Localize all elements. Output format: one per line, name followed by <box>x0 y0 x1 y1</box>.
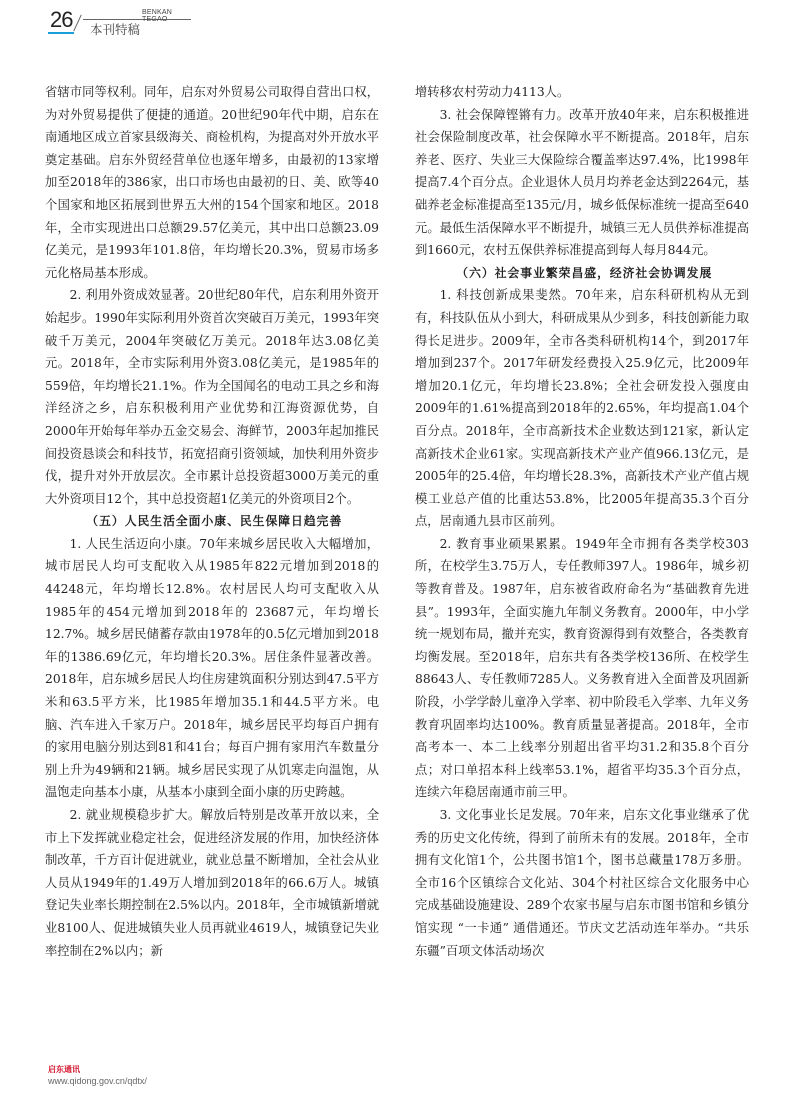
paragraph: 2. 利用外资成效显著。20世纪80年代，启东利用外资开始起步。1990年实际利用外资首次突破百万美元，1993年突破千万美元，2004年突破亿万美元。2018年达3.08亿美元。2018年，全市实际利用外资3.08亿美元，是1985年的559倍，年均增长21.1%。作为全国闻名的电动工具之乡和海洋经济之乡，启东积极利用产业优势和江海资源优势，自2000年开始每年举办五金交易会、海鲜节，2003年起加推民间投资恳谈会和科技节，拓宽招商引资领域，加快利用外资步伐，提升对外开放层次。全市累计总投资超3000万美元的重大外资项目12个，其中总投资超1亿美元的外资项目2个。 <box>45 288 379 506</box>
paragraph: 3. 文化事业长足发展。70年来，启东文化事业继承了优秀的历史文化传统，得到了前所未有的发展。2018年，全市拥有文化馆1个，公共图书馆1个，图书总藏量178万多册。全市16个区镇综合文化站、304个村社区综合文化服务中心完成基础设施建设、289个农家书屋与启东市图书馆和乡镇分馆实现 “一卡通” 通借通还。节庆文艺活动连年举办。“共乐东疆”百项文体活动场次 <box>415 808 749 958</box>
column-pinyin: BENKAN TEGAO <box>142 9 172 23</box>
section-heading: （六）社会事业繁荣昌盛，经济社会协调发展 <box>456 265 713 280</box>
paragraph: 1. 科技创新成果斐然。70年来，启东科研机构从无到有，科技队伍从小到大，科研成果从少到多，科技创新能力取得长足进步。2009年，全市各类科研机构14个，到2017年增加到237个。2017年研发经费投入25.9亿元，比2009年增加20.1亿元，年均增长23.8%；全社会研发投入强度由2009年的1.61%提高到2018年的2.65%，年均提高1.04个百分点。2018年，全市高新技术企业数达到121家，新认定高新技术企业61家。实现高新技术产业产值966.13亿元，是2005年的25.4倍，年均增长28.3%，高新技术产业产值占规模工业总产值的比重达53.8%，比2005年提高35.3个百分点，居南通九县市区前列。 <box>415 288 749 529</box>
page-number: 26 <box>50 7 73 32</box>
column-title: 本刊特稿 <box>90 22 141 37</box>
paragraph: 1. 人民生活迈向小康。70年来城乡居民收入大幅增加，城市居民人均可支配收入从1985年822元增加到2018的44248元，年均增长12.8%。农村居民人均可支配收入从1985年的454元增加到2018年的 23687元，年均增长12.7%。城乡居民储蓄存款由1978年的0.5亿元增加到2018年的1386.69亿元，年均增长20.3%。居住条件显著改善。2018年，启东城乡居民人均住房建筑面积分别达到47.5平方米和63.5平方米，比1985年增加35.1和44.5平方米。电脑、汽车进入千家万户。2018年，城乡居民平均每百户拥有的家用电脑分别达到81和41台；每百户拥有家用汽车数量分别上升为49辆和21辆。城乡居民实现了从饥寒走向温饱，从温饱走向基本小康，从基本小康到全面小康的历史跨越。 <box>45 536 379 800</box>
footer-url-link[interactable]: www.qidong.gov.cn/qdtx/ <box>48 1076 147 1086</box>
header-slash-divider <box>73 15 82 32</box>
right-column <box>415 81 749 962</box>
page-header <box>46 6 196 37</box>
footer-brand: 启东通讯 <box>48 1065 80 1074</box>
paragraph: 省辖市同等权利。同年，启东对外贸易公司取得自营出口权，为对外贸易提供了便捷的通道。20世纪90年代中期，启东在南通地区成立首家县级海关、商检机构，为提高对外开放水平奠定基础。启东外贸经营单位也逐年增多，由最初的13家增加至2018年的386家，出口市场也由最初的日、美、欧等40个国家和地区拓展到世界五大州的154个国家和地区。2018年，全市实现进出口总额29.57亿美元，其中出口总额23.09亿美元，是1993年101.8倍，年均增长20.3%，贸易市场多元化格局基本形成。 <box>45 85 379 280</box>
paragraph: 3. 社会保障铿锵有力。改革开放40年来，启东积极推进社会保险制度改革，社会保障水平不断提高。2018年，启东养老、医疗、失业三大保险综合覆盖率达97.4%，比1998年提高7.4个百分点。企业退休人员月均养老金达到2264元，基础养老金标准提高至135元/月，城乡低保标准统一提高至640元。最低生活保障水平不断提升，城镇三无人员供养标准提高到1660元，农村五保供养标准提高到每人每月844元。 <box>415 107 749 258</box>
section-heading: （五）人民生活全面小康、民生保障日趋完善 <box>86 514 343 529</box>
paragraph: 2. 就业规模稳步扩大。解放后特别是改革开放以来，全市上下发挥就业稳定社会，促进经济发展的作用，加快经济体制改革，千方百计促进就业，就业总量不断增加，全社会从业人员从1949年的1.49万人增加到2018年的66.6万人。城镇登记失业率长期控制在2.5%以内。2018年，全市城镇新增就业8100人、促进城镇失业人员再就业4619人，城镇登记失业率控制在2%以内；新 <box>45 808 379 958</box>
page-footer <box>48 1064 147 1087</box>
paragraph: 增转移农村劳动力4113人。 <box>415 85 570 99</box>
paragraph: 2. 教育事业硕果累累。1949年全市拥有各类学校303所，在校学生3.75万人，专任教师397人。1986年，城乡初等教育普及。1987年，启东被省政府命名为“基础教育先进县”。1993年，全面实施九年制义务教育。2000年，中小学统一规划布局，撤并充实，教育资源得到有效整合，各类教育均衡发展。至2018年，启东共有各类学校136所、在校学生88643人、专任教师7285人。义务教育进入全面普及巩固新阶段，小学学龄儿童净入学率、初中阶段毛入学率、九年义务教育巩固率均达100%。教育质量显著提高。2018年，全市高考本一、本二上线率分别超出省平均31.2和35.8个百分点；对口单招本科上线率53.1%，超省平均35.3个百分点，连续六年稳居南通市前三甲。 <box>415 536 749 800</box>
left-column <box>45 81 379 962</box>
page-number-underline <box>48 32 74 34</box>
